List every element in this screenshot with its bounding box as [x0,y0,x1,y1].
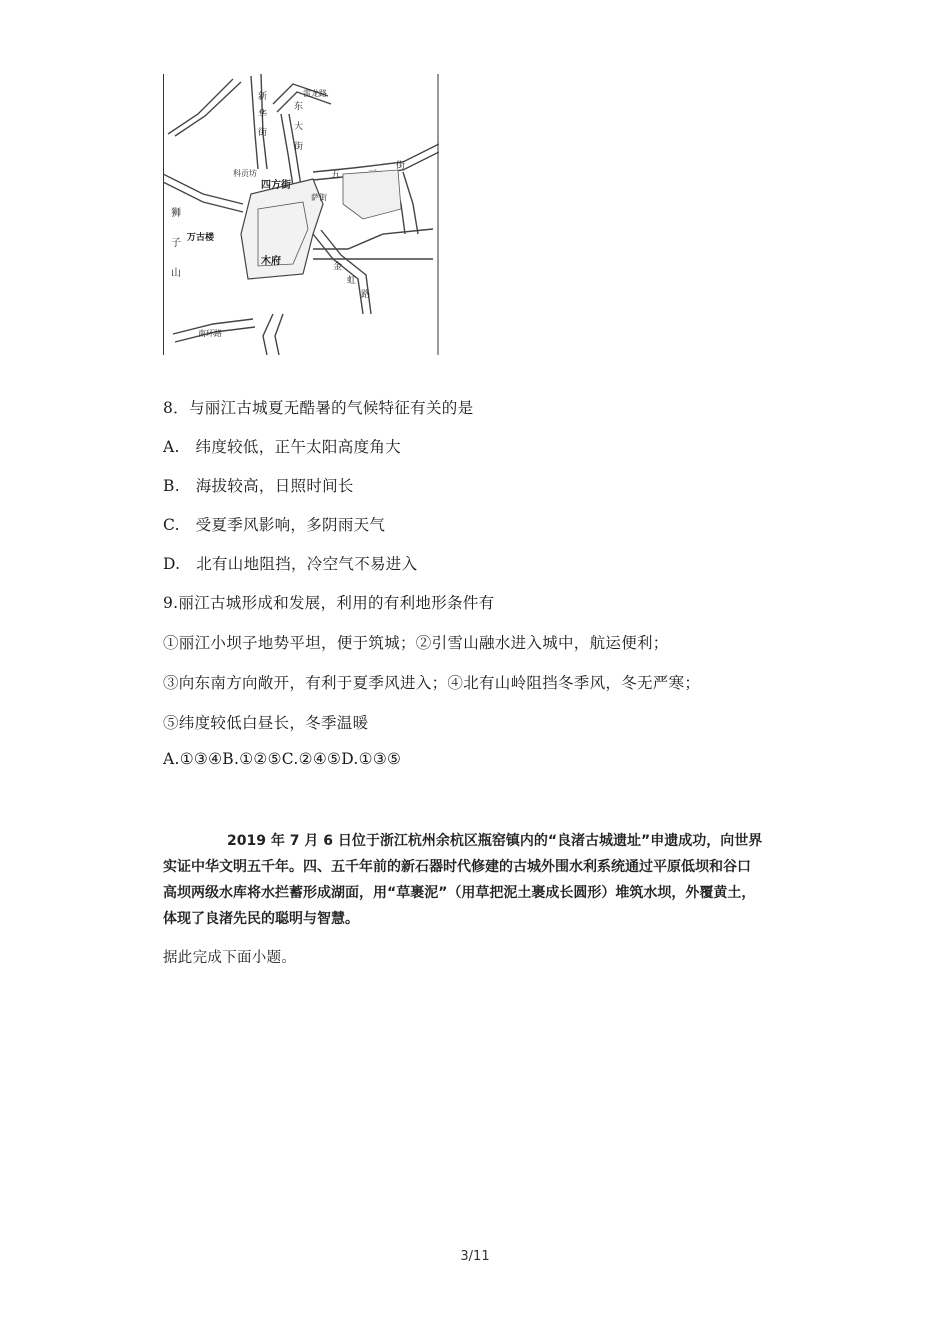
question-8-option-b: B. 海拔较高，日照时间长 [163,477,354,495]
passage [163,828,803,932]
question-8-stem: 8．与丽江古城夏无酷暑的气候特征有关的是 [163,399,474,417]
map-svg [163,74,439,355]
lijiang-old-town-map [163,74,439,355]
passage-prompt: 据此完成下面小题。 [163,950,297,966]
question-8-option-c: C. 受夏季风影响，多阴雨天气 [163,516,386,534]
map-label-shazhi: 萨街 [311,193,327,202]
passage-line: 实证中华文明五千年。四、五千年前的新石器时代修建的古城外围水利系统通过平原低坝和谷口 [163,859,751,875]
map-label-sifangjie: 四方街 [261,180,291,191]
passage-line: 高坝两级水库将水拦蓄形成湖面，用“草裹泥”（用草把泥土裹成长圆形）堆筑水坝，外覆黄土， [163,885,756,901]
map-label-kexian: 科贡坊 [233,169,257,178]
question-9-stem: 9.丽江古城形成和发展，利用的有利地形条件有 [163,594,495,612]
question-8-option-d: D. 北有山地阻挡，冷空气不易进入 [163,555,418,573]
map-label-mufu: 木府 [261,256,281,267]
passage-line: 体现了良渚先民的聪明与智慧。 [163,911,359,927]
map-label-shizishan: 狮子山 [171,208,181,279]
question-9-answers: A.①③④B.①②⑤C.②④⑤D.①③⑤ [163,750,402,768]
question-9-item-3: ⑤纬度较低白昼长，冬季温暖 [163,714,369,732]
map-label-top-right-road: 雷龙路 [303,89,327,98]
map-label-wuyi: 五 一街 [331,161,406,180]
map-label-wangulou: 万古楼 [187,233,215,243]
map-label-xinhua: 新华街 [258,92,268,138]
question-8-option-a: A. 纬度较低，正午太阳高度角大 [163,438,401,456]
question-9-item-1: ①丽江小坝子地势平坦，便于筑城；②引雪山融水进入城中，航运便利； [163,634,669,652]
passage-line: 2019 年 7 月 6 日位于浙江杭州余杭区瓶窑镇内的“良渚古城遗址”申遗成功，向世界 [227,833,763,849]
map-label-ring-road: 南环路 [198,329,222,338]
map-label-southeast-road: 金虹路 [333,262,371,300]
map-label-dongda: 东大街 [294,102,304,152]
question-9-item-2: ③向东南方向敞开，有利于夏季风进入；④北有山岭阻挡冬季风，冬无严寒； [163,674,701,692]
page-number: 3/11 [460,1249,490,1264]
